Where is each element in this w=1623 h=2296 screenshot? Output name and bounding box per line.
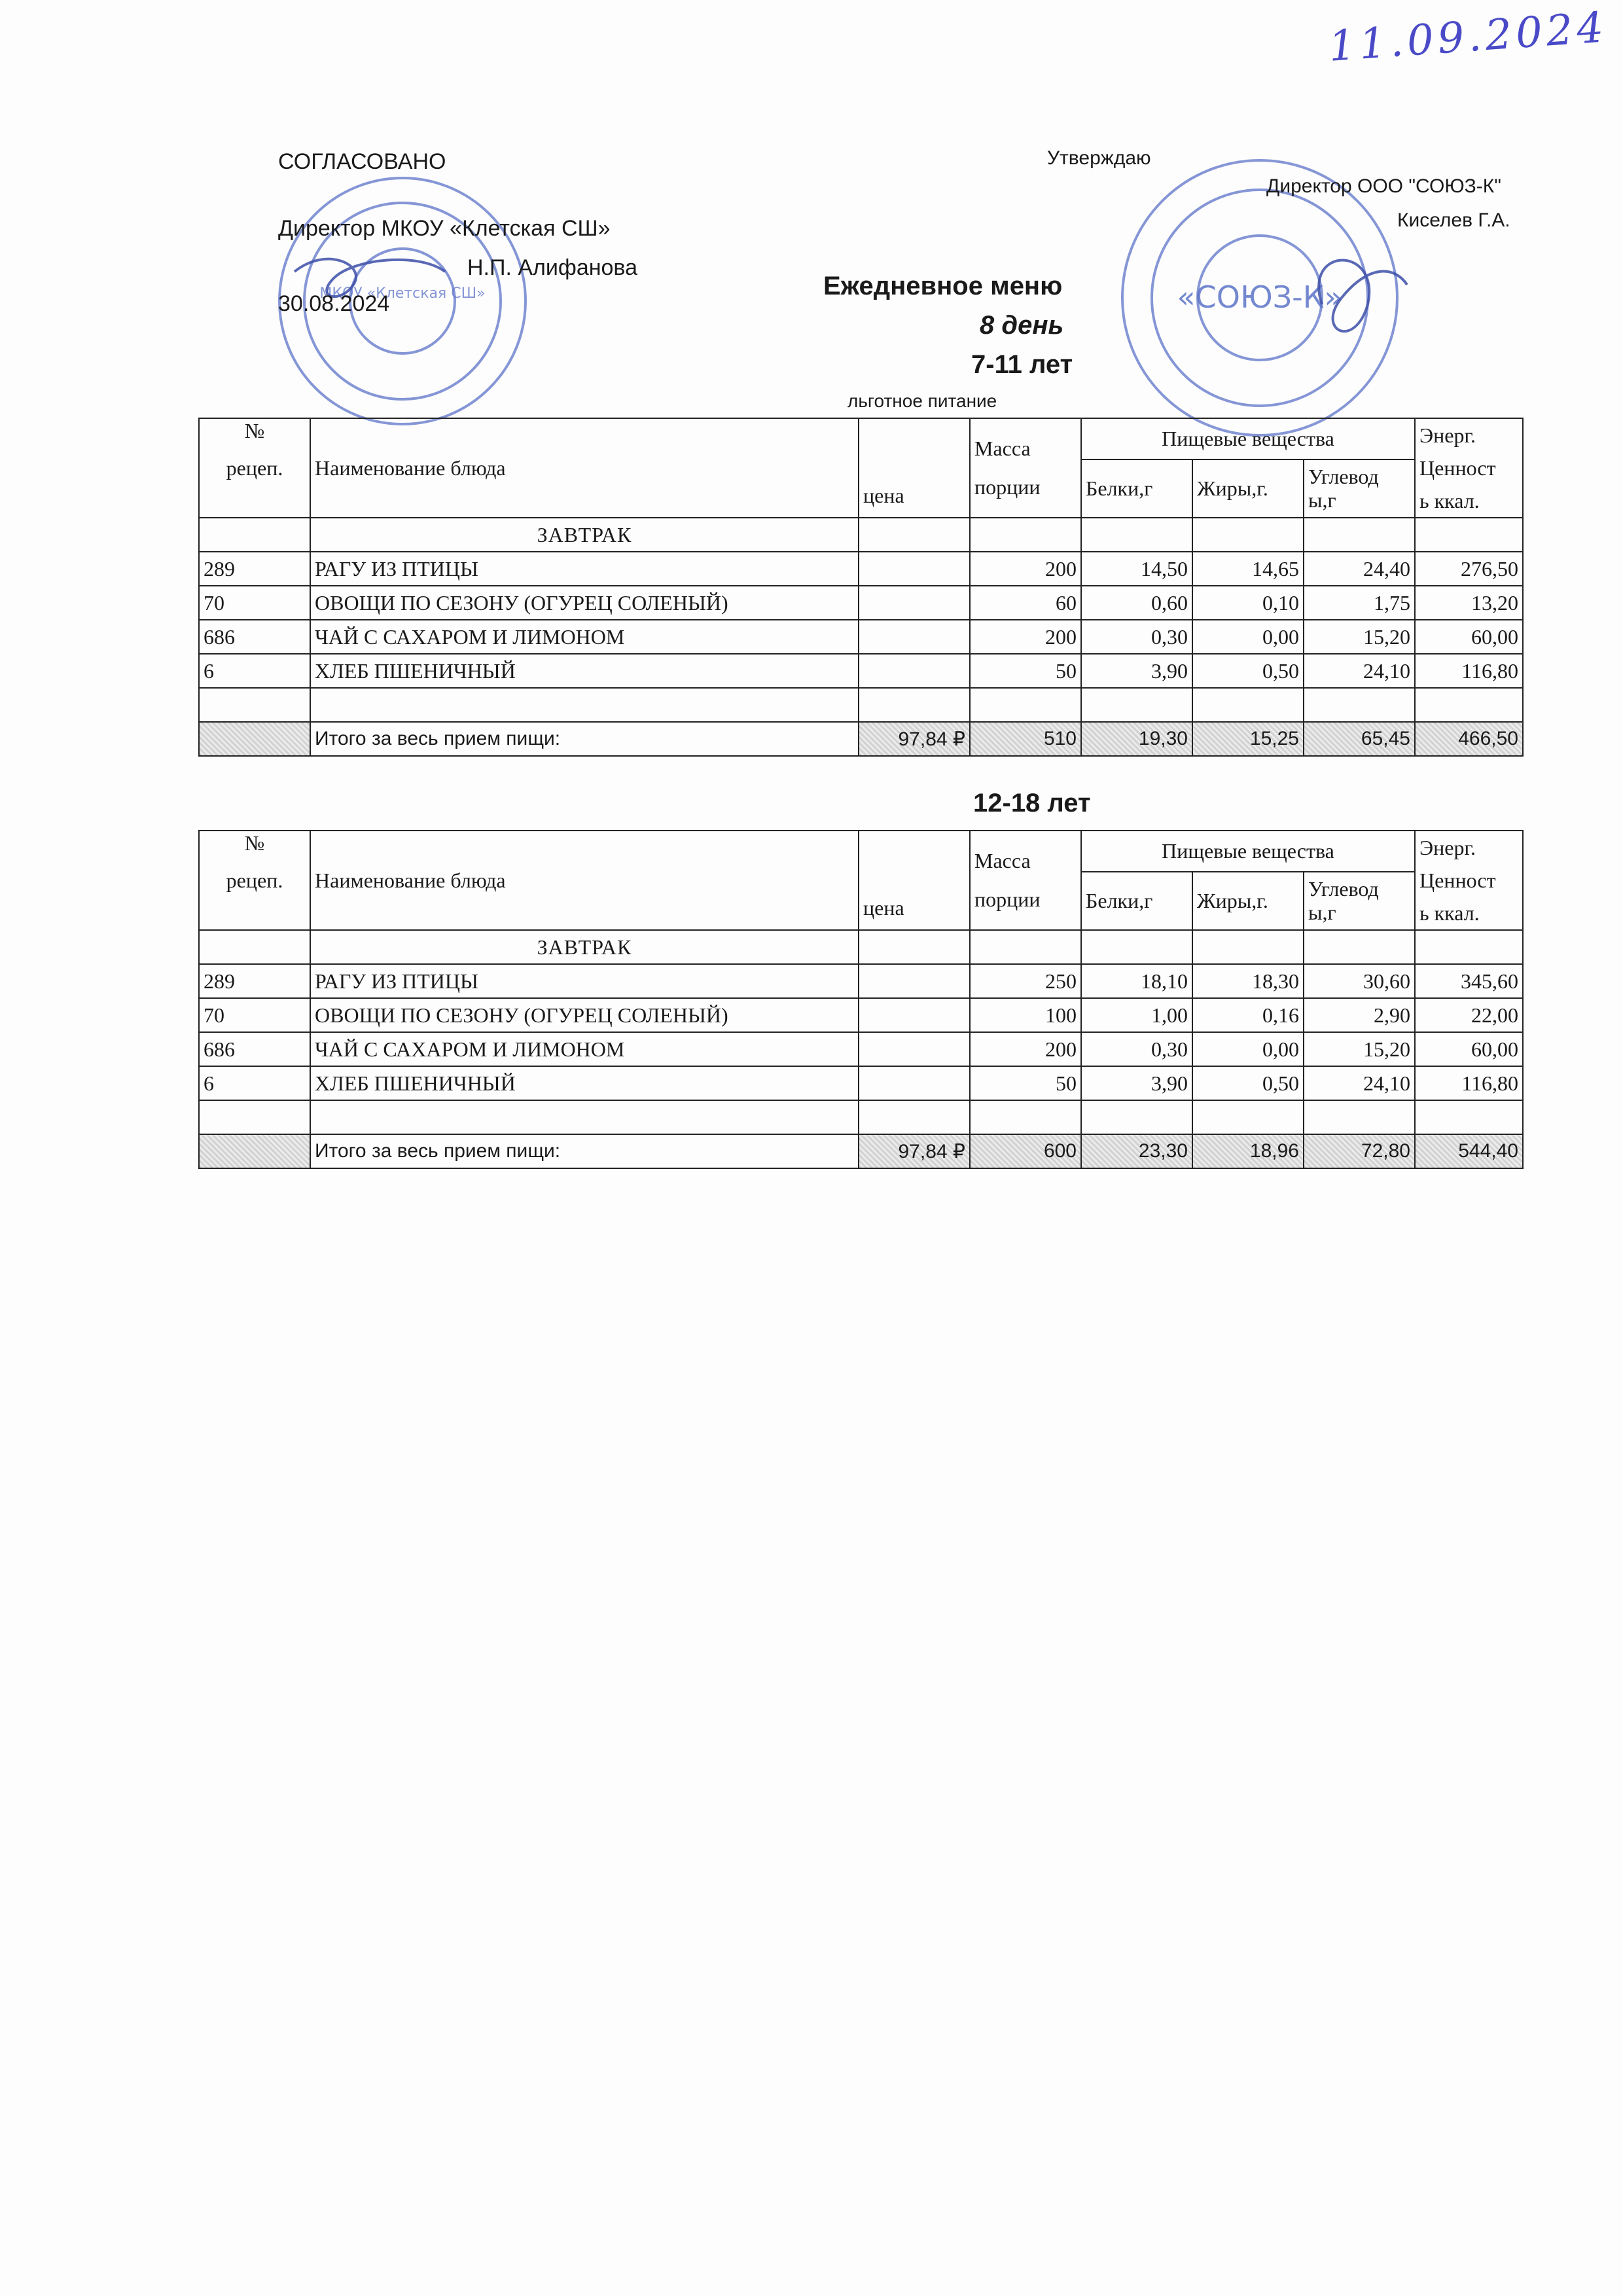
row-fats: 0,50 [1192,1066,1304,1100]
row-carbs: 30,60 [1304,964,1415,998]
row-code: 70 [199,998,310,1032]
row-mass: 60 [970,586,1081,620]
row-dish: ОВОЩИ ПО СЕЗОНУ (ОГУРЕЦ СОЛЕНЫЙ) [310,586,859,620]
row-fats: 0,16 [1192,998,1304,1032]
col-number-bottom: рецеп. [226,456,283,480]
col-nutrients: Пищевые вещества [1081,418,1415,459]
approve-label: Утверждаю [1047,147,1151,169]
col-proteins: Белки,г [1081,872,1192,930]
row-price [859,964,970,998]
row-code: 6 [199,1066,310,1100]
left-director-name: Н.П. Алифанова [467,255,637,280]
age-group-1: 7-11 лет [971,350,1073,379]
col-mass-bottom: порции [974,888,1041,911]
row-code: 686 [199,1032,310,1066]
col-carbs-bottom: ы,г [1308,901,1336,925]
col-fats: Жиры,г. [1192,872,1304,930]
row-carbs: 15,20 [1304,620,1415,654]
menu-table-12-18 [198,830,1524,1169]
row-proteins: 18,10 [1081,964,1192,998]
row-carbs: 24,10 [1304,1066,1415,1100]
row-code: 289 [199,552,310,586]
table-row [199,998,1523,1032]
row-proteins: 14,50 [1081,552,1192,586]
row-dish: РАГУ ИЗ ПТИЦЫ [310,964,859,998]
table-row [199,654,1523,688]
row-dish: ХЛЕБ ПШЕНИЧНЫЙ [310,1066,859,1100]
col-name: Наименование блюда [310,418,859,518]
row-carbs: 15,20 [1304,1032,1415,1066]
row-dish: ЧАЙ С САХАРОМ И ЛИМОНОМ [310,620,859,654]
row-mass: 200 [970,620,1081,654]
col-number-top: № [244,419,265,442]
totals-fats: 18,96 [1192,1134,1304,1168]
company-stamp-text: «СОЮЗ-К» [1177,279,1343,315]
col-mass [970,418,1081,518]
col-mass [970,831,1081,930]
row-proteins: 3,90 [1081,654,1192,688]
row-code: 6 [199,654,310,688]
school-stamp-text: МКОУ «Клетская СШ» [319,285,486,302]
totals-row [199,1134,1523,1168]
row-code: 686 [199,620,310,654]
left-director: Директор МКОУ «Клетская СШ» [278,216,611,241]
row-proteins: 0,60 [1081,586,1192,620]
col-mass-top: Масса [974,437,1031,460]
totals-proteins: 19,30 [1081,722,1192,756]
row-dish: РАГУ ИЗ ПТИЦЫ [310,552,859,586]
row-mass: 250 [970,964,1081,998]
agreed-label: СОГЛАСОВАНО [278,149,446,174]
col-name: Наименование блюда [310,831,859,930]
handwritten-date: 11.09.2024 [1327,3,1609,71]
row-mass: 100 [970,998,1081,1032]
row-dish: ЧАЙ С САХАРОМ И ЛИМОНОМ [310,1032,859,1066]
meal-label: ЗАВТРАК [310,930,859,964]
col-price: цена [859,418,970,518]
col-number-top: № [244,831,265,855]
row-energy: 60,00 [1415,1032,1523,1066]
col-energy-mid: Ценност [1419,456,1496,480]
col-proteins: Белки,г [1081,459,1192,518]
totals-mass: 600 [970,1134,1081,1168]
col-carbs-top: Углевод [1308,877,1379,901]
row-energy: 345,60 [1415,964,1523,998]
row-carbs: 24,40 [1304,552,1415,586]
totals-carbs: 65,45 [1304,722,1415,756]
row-energy: 22,00 [1415,998,1523,1032]
col-carbs-bottom: ы,г [1308,488,1336,512]
row-mass: 200 [970,1032,1081,1066]
row-proteins: 0,30 [1081,620,1192,654]
row-mass: 50 [970,654,1081,688]
right-director-name: Киселев Г.А. [1397,209,1510,231]
totals-carbs: 72,80 [1304,1134,1415,1168]
row-fats: 0,50 [1192,654,1304,688]
col-carbs [1304,872,1415,930]
col-carbs-top: Углевод [1308,465,1379,489]
row-code: 70 [199,586,310,620]
totals-price: 97,84 ₽ [859,1134,970,1168]
row-energy: 60,00 [1415,620,1523,654]
row-price [859,654,970,688]
row-fats: 18,30 [1192,964,1304,998]
totals-row [199,722,1523,756]
row-dish: ХЛЕБ ПШЕНИЧНЫЙ [310,654,859,688]
row-energy: 13,20 [1415,586,1523,620]
row-price [859,998,970,1032]
row-proteins: 0,30 [1081,1032,1192,1066]
col-number [199,418,310,518]
page-title: Ежедневное меню [823,272,1063,300]
col-energy-bottom: ь ккал. [1419,489,1480,512]
col-carbs [1304,459,1415,518]
menu-day: 8 день [980,311,1064,340]
row-price [859,620,970,654]
col-mass-top: Масса [974,849,1031,872]
meal-label: ЗАВТРАК [310,518,859,552]
table-row [199,552,1523,586]
row-proteins: 1,00 [1081,998,1192,1032]
row-fats: 14,65 [1192,552,1304,586]
row-energy: 116,80 [1415,1066,1523,1100]
col-fats: Жиры,г. [1192,459,1304,518]
col-energy-bottom: ь ккал. [1419,901,1480,925]
row-code: 289 [199,964,310,998]
row-mass: 50 [970,1066,1081,1100]
row-dish: ОВОЩИ ПО СЕЗОНУ (ОГУРЕЦ СОЛЕНЫЙ) [310,998,859,1032]
row-energy: 276,50 [1415,552,1523,586]
right-director: Директор ООО "СОЮЗ-К" [1266,175,1501,197]
row-carbs: 2,90 [1304,998,1415,1032]
row-fats: 0,10 [1192,586,1304,620]
table-row [199,586,1523,620]
meal-subtitle: льготное питание [847,391,997,411]
row-price [859,586,970,620]
totals-energy: 544,40 [1415,1134,1523,1168]
row-proteins: 3,90 [1081,1066,1192,1100]
totals-price: 97,84 ₽ [859,722,970,756]
col-energy-top: Энерг. [1419,836,1476,859]
col-energy-mid: Ценност [1419,869,1496,892]
row-mass: 200 [970,552,1081,586]
table-row [199,1066,1523,1100]
row-carbs: 1,75 [1304,586,1415,620]
row-fats: 0,00 [1192,620,1304,654]
row-price [859,552,970,586]
row-energy: 116,80 [1415,654,1523,688]
table-row [199,964,1523,998]
col-number-bottom: рецеп. [226,869,283,892]
col-energy [1415,831,1523,930]
col-price: цена [859,831,970,930]
totals-energy: 466,50 [1415,722,1523,756]
row-fats: 0,00 [1192,1032,1304,1066]
row-carbs: 24,10 [1304,654,1415,688]
totals-proteins: 23,30 [1081,1134,1192,1168]
row-price [859,1032,970,1066]
table-row [199,620,1523,654]
col-nutrients: Пищевые вещества [1081,831,1415,872]
totals-fats: 15,25 [1192,722,1304,756]
table-row [199,1032,1523,1066]
col-mass-bottom: порции [974,475,1041,499]
col-energy [1415,418,1523,518]
col-number [199,831,310,930]
left-date: 30.08.2024 [278,291,390,316]
totals-mass: 510 [970,722,1081,756]
col-energy-top: Энерг. [1419,423,1476,447]
totals-label: Итого за весь прием пищи: [310,1134,859,1168]
row-price [859,1066,970,1100]
age-group-2: 12-18 лет [973,789,1091,817]
menu-table-7-11 [198,418,1524,757]
totals-label: Итого за весь прием пищи: [310,722,859,756]
